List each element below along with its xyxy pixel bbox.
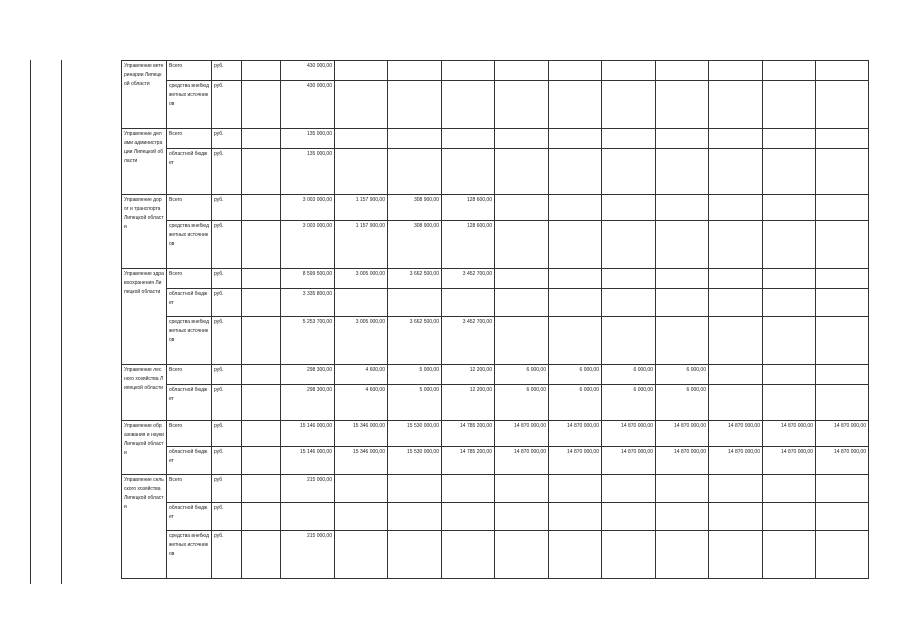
- amount-cell: [602, 81, 656, 129]
- amount-cell: 14 870 000,00: [602, 421, 656, 447]
- amount-cell: [602, 475, 656, 503]
- empty-cell: [242, 195, 281, 221]
- table-row: [122, 503, 869, 531]
- funding-source: средства внебюджетных источников: [167, 221, 212, 269]
- amount-cell: [656, 289, 709, 317]
- amount-cell: [709, 475, 763, 503]
- amount-cell: [442, 81, 495, 129]
- funding-source: Всего: [167, 269, 212, 289]
- amount-cell: [549, 81, 602, 129]
- amount-cell: [602, 269, 656, 289]
- amount-cell: 14 870 000,00: [656, 421, 709, 447]
- amount-cell: 308 900,00: [388, 221, 442, 269]
- amount-cell: [442, 61, 495, 81]
- amount-cell: 3 005 000,00: [335, 269, 388, 289]
- amount-cell: 308 900,00: [388, 195, 442, 221]
- empty-cell: [242, 475, 281, 503]
- funding-source: областной бюджет: [167, 385, 212, 421]
- amount-cell: [335, 129, 388, 149]
- amount-cell: [656, 61, 709, 81]
- amount-cell: 14 870 000,00: [709, 421, 763, 447]
- amount-cell: [442, 149, 495, 195]
- amount-cell: [763, 129, 816, 149]
- amount-cell: [763, 149, 816, 195]
- amount-cell: [816, 289, 869, 317]
- amount-cell: 128 600,00: [442, 195, 495, 221]
- amount-cell: [709, 269, 763, 289]
- amount-cell: [816, 129, 869, 149]
- amount-cell: 14 870 000,00: [816, 447, 869, 475]
- table-row: [122, 421, 869, 447]
- amount-cell: [816, 385, 869, 421]
- amount-cell: [335, 81, 388, 129]
- amount-cell: 6 000,00: [549, 385, 602, 421]
- amount-cell: [656, 269, 709, 289]
- amount-cell: [495, 195, 549, 221]
- amount-cell: [495, 81, 549, 129]
- unit-cell: руб.: [212, 129, 242, 149]
- amount-cell: [709, 221, 763, 269]
- table-row: [122, 195, 869, 221]
- amount-cell: 14 870 000,00: [816, 421, 869, 447]
- unit-cell: руб.: [212, 317, 242, 365]
- unit-cell: руб.: [212, 531, 242, 579]
- table-row: [122, 129, 869, 149]
- amount-cell: 3 662 500,00: [388, 317, 442, 365]
- funding-source: средства внебюджетных источников: [167, 531, 212, 579]
- empty-cell: [242, 61, 281, 81]
- amount-cell: 4 600,00: [335, 385, 388, 421]
- department-name: Управление сельского хозяйства Липецкой области: [122, 475, 167, 579]
- amount-cell: 14 870 000,00: [709, 447, 763, 475]
- amount-cell: 14 785 200,00: [442, 447, 495, 475]
- amount-cell: 3 003 000,00: [281, 195, 335, 221]
- amount-cell: [709, 503, 763, 531]
- amount-cell: 135 000,00: [281, 129, 335, 149]
- amount-cell: 14 870 000,00: [549, 447, 602, 475]
- amount-cell: [442, 503, 495, 531]
- amount-cell: [656, 129, 709, 149]
- amount-cell: [656, 503, 709, 531]
- amount-cell: 6 000,00: [549, 365, 602, 385]
- amount-cell: 430 000,00: [281, 61, 335, 81]
- amount-cell: [602, 531, 656, 579]
- amount-cell: [495, 317, 549, 365]
- amount-cell: 3 005 000,00: [335, 317, 388, 365]
- amount-cell: [656, 195, 709, 221]
- unit-cell: руб.: [212, 503, 242, 531]
- amount-cell: [602, 149, 656, 195]
- amount-cell: [335, 61, 388, 81]
- amount-cell: 15 346 000,00: [335, 447, 388, 475]
- amount-cell: [763, 385, 816, 421]
- amount-cell: [442, 475, 495, 503]
- amount-cell: [602, 317, 656, 365]
- unit-cell: руб.: [212, 447, 242, 475]
- unit-cell: руб.: [212, 61, 242, 81]
- amount-cell: [656, 81, 709, 129]
- amount-cell: 135 000,00: [281, 149, 335, 195]
- amount-cell: [602, 129, 656, 149]
- funding-source: Всего: [167, 365, 212, 385]
- amount-cell: 1 157 900,00: [335, 221, 388, 269]
- table-row: [122, 531, 869, 579]
- amount-cell: [709, 61, 763, 81]
- amount-cell: [281, 503, 335, 531]
- amount-cell: [816, 317, 869, 365]
- amount-cell: 3 452 700,00: [442, 317, 495, 365]
- amount-cell: 14 785 200,00: [442, 421, 495, 447]
- budget-table: [121, 60, 869, 579]
- amount-cell: [709, 385, 763, 421]
- amount-cell: [816, 475, 869, 503]
- amount-cell: [549, 317, 602, 365]
- amount-cell: [442, 129, 495, 149]
- amount-cell: [495, 475, 549, 503]
- empty-cell: [242, 531, 281, 579]
- funding-source: Всего: [167, 129, 212, 149]
- amount-cell: [763, 317, 816, 365]
- amount-cell: 1 157 900,00: [335, 195, 388, 221]
- amount-cell: [763, 195, 816, 221]
- funding-source: областной бюджет: [167, 289, 212, 317]
- empty-cell: [242, 221, 281, 269]
- amount-cell: 215 000,00: [281, 475, 335, 503]
- department-name: Управление делами администрации Липецкой области: [122, 129, 167, 195]
- amount-cell: 14 870 000,00: [602, 447, 656, 475]
- amount-cell: 8 599 500,00: [281, 269, 335, 289]
- funding-source: Всего: [167, 61, 212, 81]
- amount-cell: 6 000,00: [656, 365, 709, 385]
- empty-cell: [242, 129, 281, 149]
- table-row: [122, 447, 869, 475]
- funding-source: областной бюджет: [167, 149, 212, 195]
- amount-cell: [656, 149, 709, 195]
- amount-cell: 15 346 000,00: [335, 421, 388, 447]
- amount-cell: [442, 289, 495, 317]
- funding-source: средства внебюджетных источников: [167, 81, 212, 129]
- amount-cell: [816, 365, 869, 385]
- table-row: [122, 81, 869, 129]
- funding-source: средства внебюджетных источников: [167, 317, 212, 365]
- amount-cell: [549, 129, 602, 149]
- amount-cell: [388, 81, 442, 129]
- amount-cell: 3 662 500,00: [388, 269, 442, 289]
- amount-cell: 298 300,00: [281, 365, 335, 385]
- amount-cell: 15 530 000,00: [388, 447, 442, 475]
- unit-cell: руб.: [212, 149, 242, 195]
- amount-cell: [709, 317, 763, 365]
- amount-cell: [549, 149, 602, 195]
- amount-cell: 128 600,00: [442, 221, 495, 269]
- table-row: [122, 61, 869, 81]
- funding-source: Всего: [167, 195, 212, 221]
- amount-cell: [335, 149, 388, 195]
- empty-cell: [242, 317, 281, 365]
- amount-cell: [549, 289, 602, 317]
- table-row: [122, 221, 869, 269]
- amount-cell: [335, 475, 388, 503]
- amount-cell: [335, 531, 388, 579]
- amount-cell: [495, 221, 549, 269]
- amount-cell: 3 003 000,00: [281, 221, 335, 269]
- amount-cell: 215 000,00: [281, 531, 335, 579]
- amount-cell: [763, 269, 816, 289]
- amount-cell: [388, 149, 442, 195]
- amount-cell: 5 000,00: [388, 365, 442, 385]
- amount-cell: [388, 289, 442, 317]
- amount-cell: 14 870 000,00: [495, 421, 549, 447]
- amount-cell: [335, 289, 388, 317]
- amount-cell: [816, 221, 869, 269]
- amount-cell: [549, 195, 602, 221]
- amount-cell: 6 000,00: [602, 365, 656, 385]
- amount-cell: 14 870 000,00: [549, 421, 602, 447]
- unit-cell: руб: [212, 475, 242, 503]
- amount-cell: [709, 149, 763, 195]
- table-row: [122, 385, 869, 421]
- unit-cell: руб.: [212, 221, 242, 269]
- department-name: Управление лесного хозяйства Липецкой области: [122, 365, 167, 421]
- unit-cell: руб.: [212, 385, 242, 421]
- amount-cell: [709, 289, 763, 317]
- amount-cell: [656, 531, 709, 579]
- amount-cell: [549, 531, 602, 579]
- amount-cell: 4 600,00: [335, 365, 388, 385]
- unit-cell: руб.: [212, 81, 242, 129]
- amount-cell: [602, 221, 656, 269]
- amount-cell: [816, 195, 869, 221]
- amount-cell: [495, 129, 549, 149]
- amount-cell: 6 000,00: [602, 385, 656, 421]
- amount-cell: 298 300,00: [281, 385, 335, 421]
- amount-cell: [549, 475, 602, 503]
- amount-cell: [388, 503, 442, 531]
- amount-cell: 14 870 000,00: [656, 447, 709, 475]
- amount-cell: 12 200,00: [442, 365, 495, 385]
- amount-cell: [495, 149, 549, 195]
- amount-cell: [388, 129, 442, 149]
- amount-cell: 14 870 000,00: [763, 447, 816, 475]
- empty-cell: [242, 269, 281, 289]
- amount-cell: [816, 531, 869, 579]
- amount-cell: [495, 269, 549, 289]
- amount-cell: [709, 81, 763, 129]
- unit-cell: руб.: [212, 195, 242, 221]
- amount-cell: [709, 129, 763, 149]
- amount-cell: [656, 317, 709, 365]
- amount-cell: [816, 149, 869, 195]
- amount-cell: 12 200,00: [442, 385, 495, 421]
- amount-cell: [602, 61, 656, 81]
- empty-cell: [242, 149, 281, 195]
- amount-cell: 6 000,00: [495, 385, 549, 421]
- amount-cell: [388, 531, 442, 579]
- unit-cell: руб.: [212, 269, 242, 289]
- amount-cell: [709, 195, 763, 221]
- unit-cell: руб.: [212, 421, 242, 447]
- amount-cell: [549, 503, 602, 531]
- empty-cell: [242, 289, 281, 317]
- table-row: [122, 269, 869, 289]
- amount-cell: [388, 475, 442, 503]
- amount-cell: [495, 289, 549, 317]
- amount-cell: 14 870 000,00: [763, 421, 816, 447]
- unit-cell: руб.: [212, 365, 242, 385]
- amount-cell: [763, 531, 816, 579]
- unit-cell: руб.: [212, 289, 242, 317]
- amount-cell: 15 146 000,00: [281, 447, 335, 475]
- amount-cell: [763, 503, 816, 531]
- amount-cell: [763, 365, 816, 385]
- amount-cell: [442, 531, 495, 579]
- funding-source: Всего: [167, 421, 212, 447]
- amount-cell: 14 870 000,00: [495, 447, 549, 475]
- amount-cell: 6 000,00: [656, 385, 709, 421]
- department-name: Управление ветеринарии Липецкой области: [122, 61, 167, 129]
- table-row: [122, 149, 869, 195]
- amount-cell: [495, 531, 549, 579]
- empty-cell: [242, 385, 281, 421]
- amount-cell: [816, 61, 869, 81]
- empty-cell: [242, 503, 281, 531]
- amount-cell: [656, 221, 709, 269]
- amount-cell: [763, 475, 816, 503]
- amount-cell: 15 530 000,00: [388, 421, 442, 447]
- amount-cell: 5 000,00: [388, 385, 442, 421]
- amount-cell: [495, 61, 549, 81]
- amount-cell: [709, 531, 763, 579]
- department-name: Управление образования и науки Липецкой области: [122, 421, 167, 475]
- amount-cell: [763, 221, 816, 269]
- amount-cell: 5 253 700,00: [281, 317, 335, 365]
- table-row: [122, 289, 869, 317]
- amount-cell: 430 000,00: [281, 81, 335, 129]
- amount-cell: 3 452 700,00: [442, 269, 495, 289]
- left-margin-line-1: [30, 60, 31, 584]
- amount-cell: [709, 365, 763, 385]
- amount-cell: [602, 503, 656, 531]
- amount-cell: [763, 81, 816, 129]
- empty-cell: [242, 365, 281, 385]
- empty-cell: [242, 81, 281, 129]
- amount-cell: [602, 195, 656, 221]
- left-margin-line-2: [61, 60, 62, 584]
- table-row: [122, 317, 869, 365]
- amount-cell: [816, 269, 869, 289]
- amount-cell: [549, 269, 602, 289]
- amount-cell: [763, 289, 816, 317]
- amount-cell: [602, 289, 656, 317]
- empty-cell: [242, 421, 281, 447]
- department-name: Управление дорог и транспорта Липецкой области: [122, 195, 167, 269]
- amount-cell: [549, 221, 602, 269]
- amount-cell: [816, 81, 869, 129]
- amount-cell: [388, 61, 442, 81]
- amount-cell: 6 000,00: [495, 365, 549, 385]
- empty-cell: [242, 447, 281, 475]
- funding-source: областной бюджет: [167, 447, 212, 475]
- amount-cell: 15 146 000,00: [281, 421, 335, 447]
- amount-cell: [549, 61, 602, 81]
- amount-cell: [656, 475, 709, 503]
- department-name: Управление здравоохранения Липецкой области: [122, 269, 167, 365]
- funding-source: областной бюджет: [167, 503, 212, 531]
- amount-cell: [763, 61, 816, 81]
- funding-source: Всего: [167, 475, 212, 503]
- amount-cell: 3 335 800,00: [281, 289, 335, 317]
- table-row: [122, 365, 869, 385]
- amount-cell: [816, 503, 869, 531]
- table-row: [122, 475, 869, 503]
- amount-cell: [335, 503, 388, 531]
- amount-cell: [495, 503, 549, 531]
